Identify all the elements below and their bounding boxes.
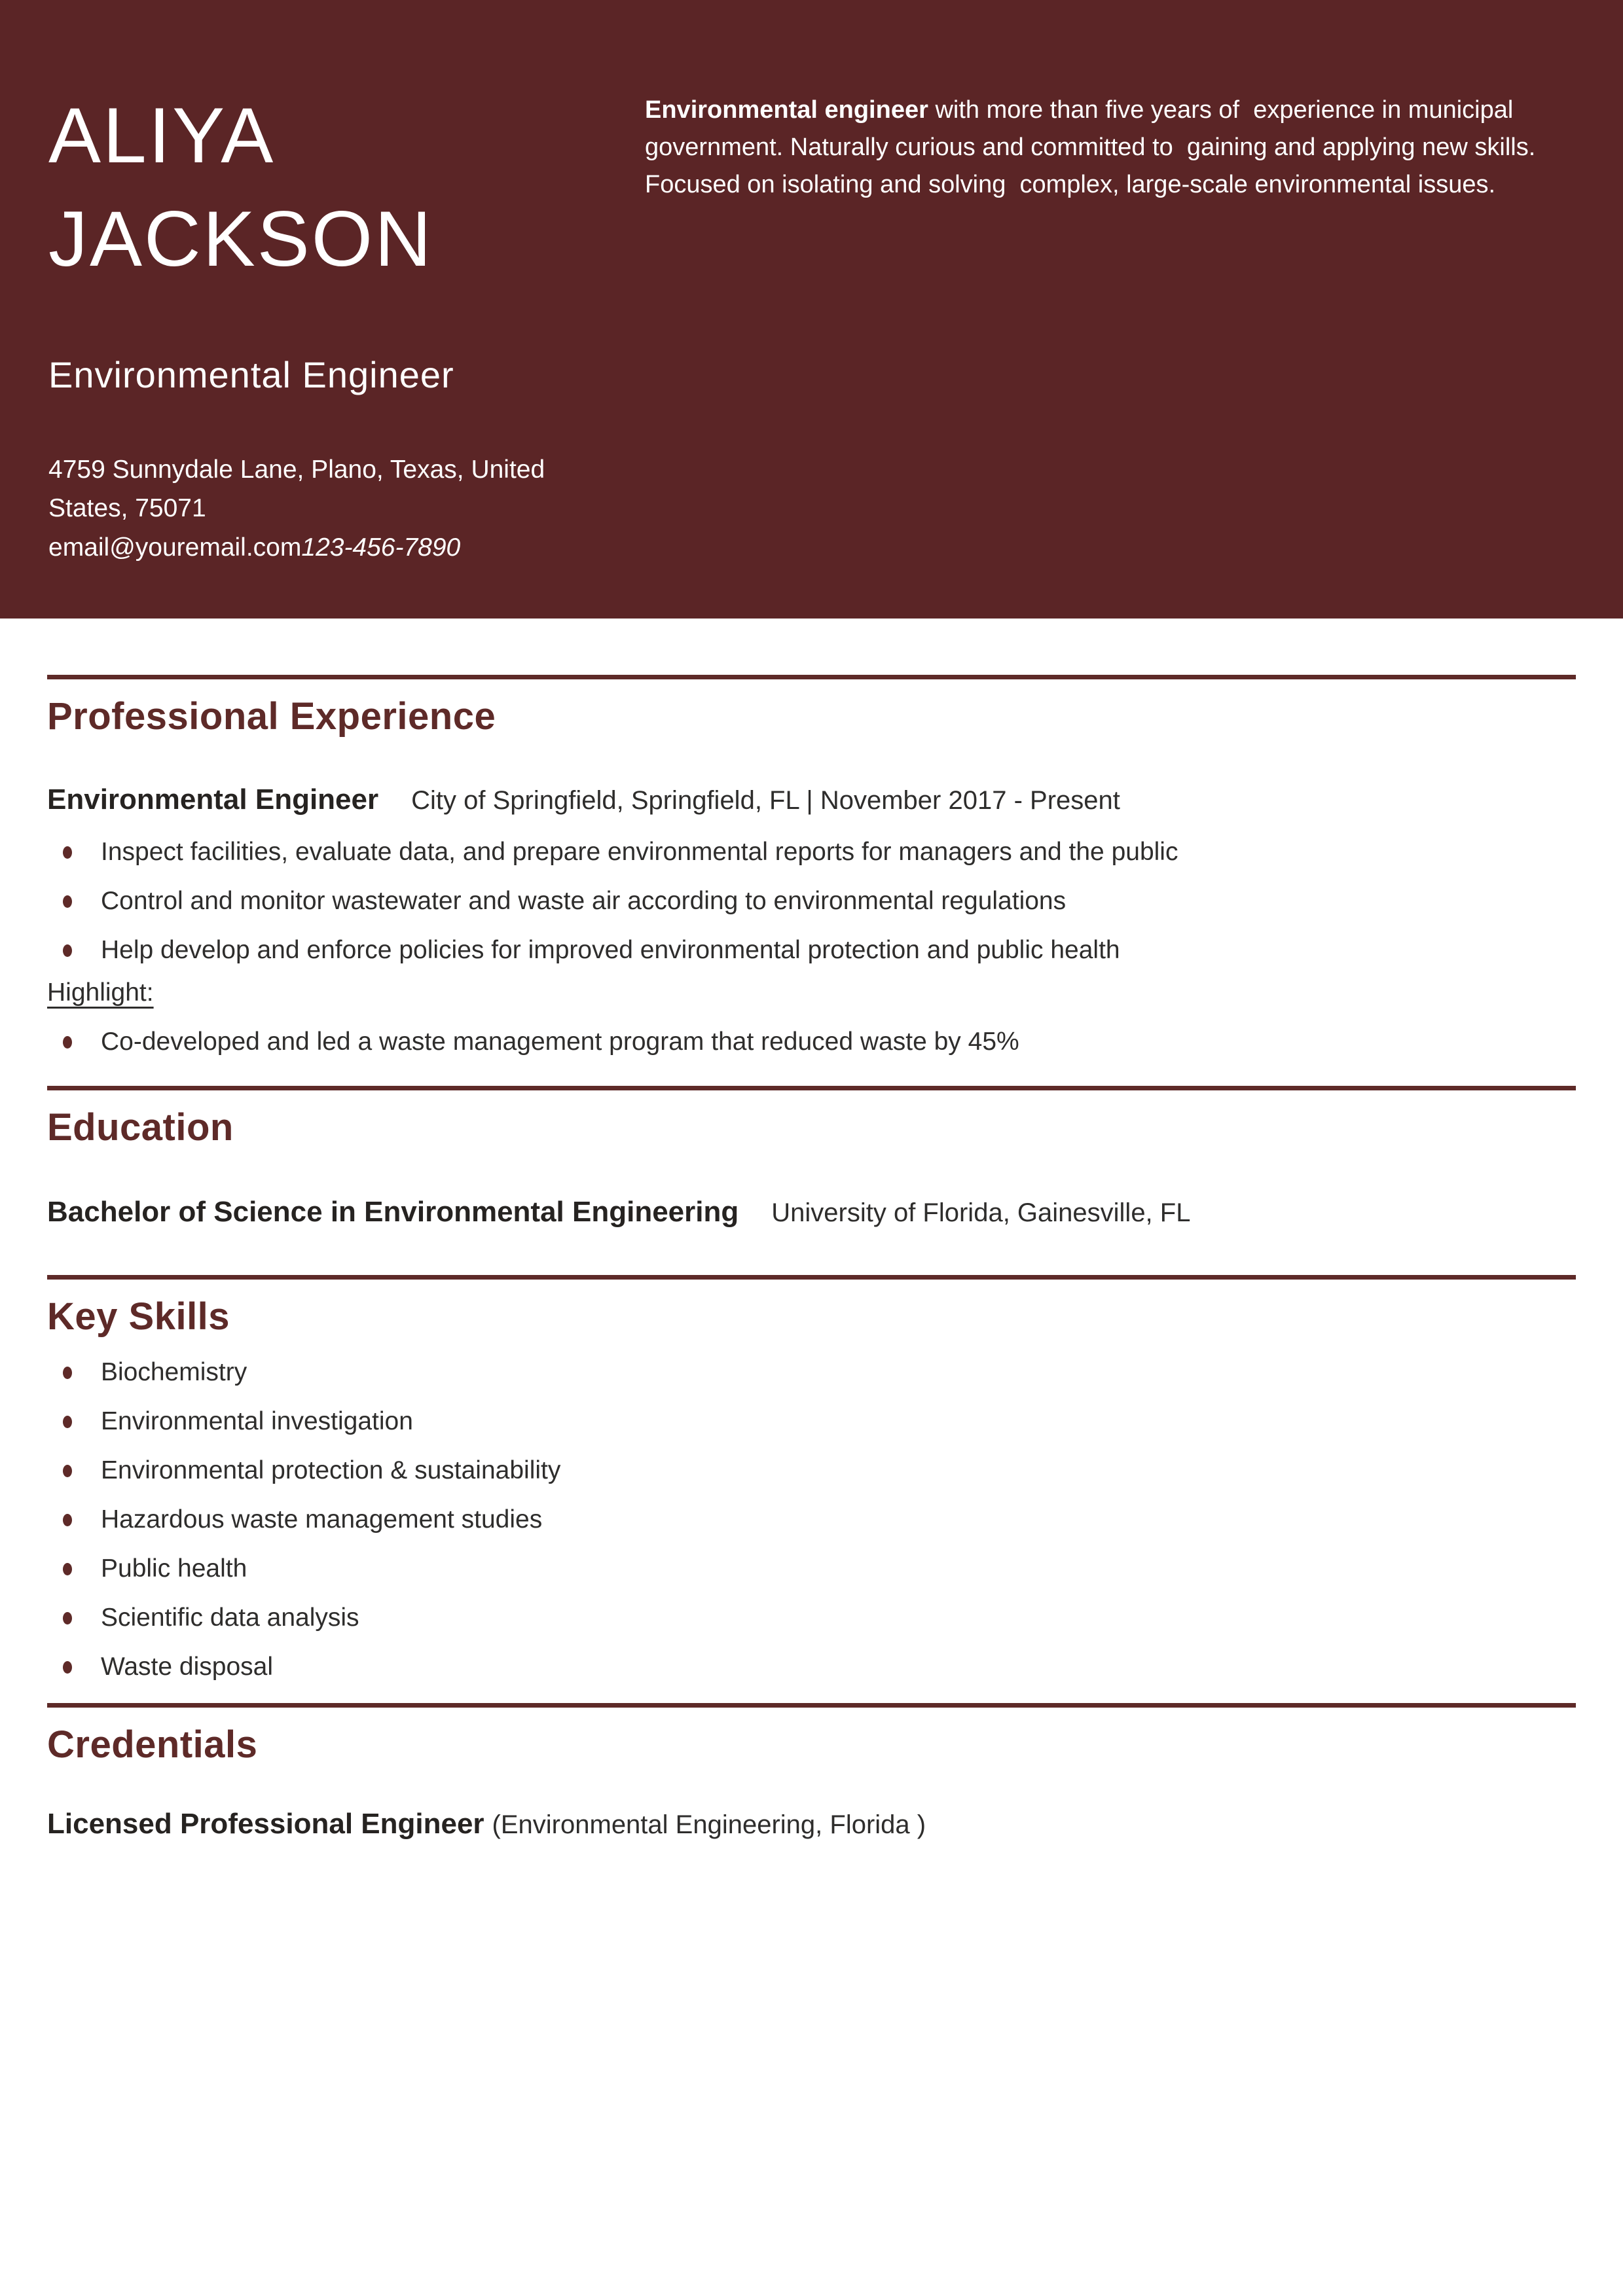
job-meta: City of Springfield, Springfield, FL | November 2017 - Present [411,785,1120,815]
education-heading: Education [47,1105,234,1149]
email-text: email@youremail.com [48,533,302,562]
address-line-2: States, 75071 [48,494,206,523]
contact-line [48,528,545,567]
address-line-1: 4759 Sunnydale Lane, Plano, Texas, United [48,456,545,484]
skill-text: Hazardous waste management studies [101,1505,543,1534]
section-divider [47,675,1576,679]
degree-title: Bachelor of Science in Environmental Engineering [47,1195,739,1228]
list-item [47,1455,1576,1486]
highlight-label-text: Highlight: [47,978,154,1007]
experience-heading: Professional Experience [47,695,496,738]
bullet-icon [63,1563,72,1575]
summary-paragraph [645,92,1591,204]
highlight-label [47,977,1576,1008]
section-key-skills [47,1275,1576,1683]
bullet-icon [63,1416,72,1428]
section-education [47,1086,1576,1230]
highlight-bullet-list [47,1026,1576,1057]
credentials-heading: Credentials [47,1723,258,1767]
section-credentials [47,1703,1576,1842]
skill-text: Environmental investigation [101,1407,413,1436]
credential-detail: (Environmental Engineering, Florida ) [492,1810,926,1840]
bullet-text: Control and monitor wastewater and waste air according to environmental regulations [101,886,1067,915]
list-item [47,1406,1576,1437]
bullet-icon [63,1465,72,1477]
credential-line [47,1805,1576,1842]
summary-rest: with more than five years of experience in municipal government. Naturally curious and committed to gaining and applying new skills. Focused on isolating and solving complex, large-scale environmental issues. [645,96,1542,198]
list-item [47,1357,1576,1388]
bullet-icon [63,944,72,957]
section-divider [47,1703,1576,1708]
job-line [47,781,1576,818]
list-item [47,1553,1576,1584]
list-item [47,1602,1576,1633]
bullet-icon [63,1036,72,1049]
bullet-text: Help develop and enforce policies for improved environmental protection and public health [101,935,1120,964]
job-title: Environmental Engineer [47,783,379,816]
list-item [47,836,1576,867]
skill-text: Public health [101,1554,247,1583]
skill-text: Waste disposal [101,1653,274,1681]
skill-text: Environmental protection & sustainability [101,1456,561,1485]
credential-title: Licensed Professional Engineer [47,1808,484,1840]
bullet-icon [63,1661,72,1674]
list-item [47,886,1576,916]
key-skills-heading: Key Skills [47,1295,230,1338]
bullet-icon [63,846,72,859]
degree-line [47,1193,1576,1230]
section-experience [47,675,1576,1057]
list-item [47,1026,1576,1057]
list-item [47,1651,1576,1682]
bullet-icon [63,1612,72,1624]
bullet-icon [63,895,72,908]
bullet-icon [63,1514,72,1526]
skill-text: Biochemistry [101,1358,247,1387]
bullet-text: Co-developed and led a waste management program that reduced waste by 45% [101,1027,1019,1056]
skill-text: Scientific data analysis [101,1604,359,1632]
phone-text: 123-456-7890 [301,533,461,562]
list-item [47,935,1576,965]
resume-header [0,0,1623,619]
degree-school: University of Florida, Gainesville, FL [771,1198,1191,1227]
resume-body [0,675,1623,1842]
list-item [47,1504,1576,1535]
section-divider [47,1275,1576,1280]
skills-list [47,1357,1576,1682]
candidate-last-name: JACKSON [48,195,433,283]
summary-lead: Environmental engineer [645,96,928,124]
candidate-name [48,84,433,291]
candidate-first-name: ALIYA [48,92,276,179]
bullet-text: Inspect facilities, evaluate data, and prepare environmental reports for managers and the public [101,837,1178,866]
experience-bullet-list [47,836,1576,965]
candidate-job-title: Environmental Engineer [48,354,454,395]
section-divider [47,1086,1576,1090]
bullet-icon [63,1367,72,1379]
contact-block [48,450,545,567]
